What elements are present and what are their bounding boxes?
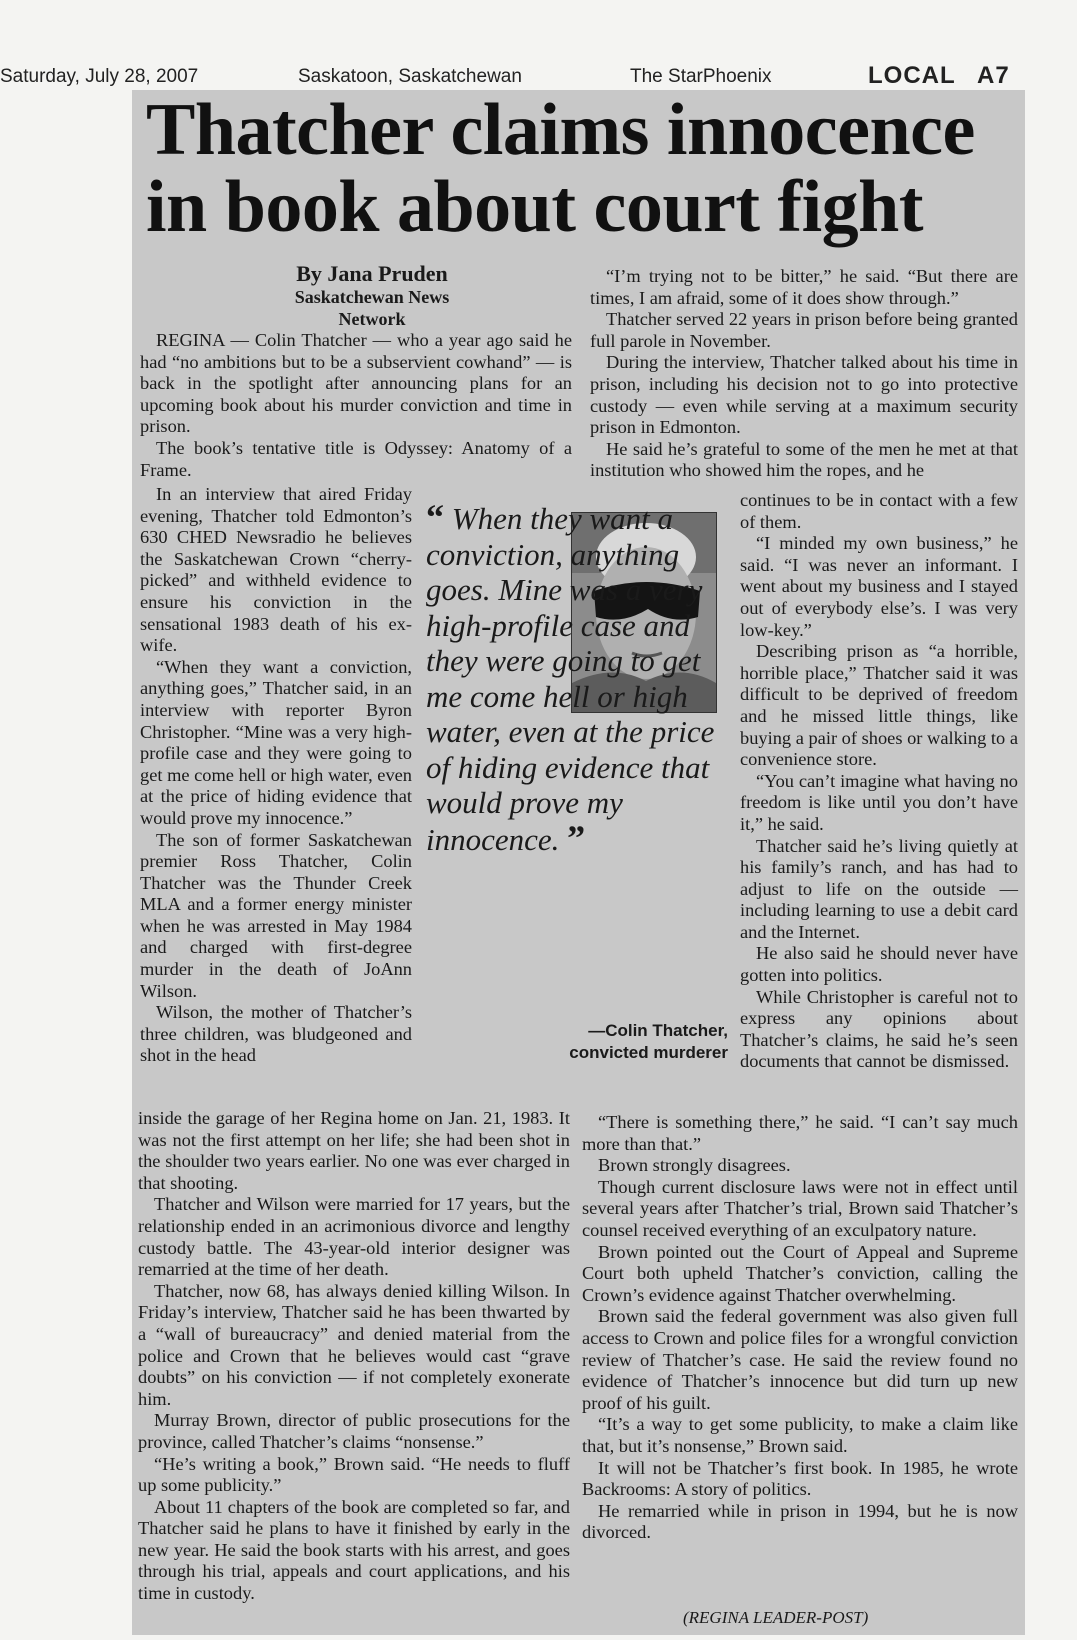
paragraph: Describing prison as “a horrible, horrible place,” Thatcher said it was difficult to be deprived of freedom and he missed little things, like buying a pair of shoes or walking to a convenience store. <box>740 641 1018 770</box>
pull-quote-text: When they want a conviction, anything goes. Mine was a very high-profile case and they were going to get me come hell or high water, even at the price of hiding evidence that would prove my innocence. <box>426 501 715 857</box>
paragraph: While Christopher is careful not to express any opinions about Thatcher’s claims, he said he’s seen documents that cannot be dismissed. <box>740 986 1018 1072</box>
byline-organization: Saskatchewan News Network <box>294 287 450 329</box>
article-column-1-bottom <box>138 1108 570 1605</box>
close-quote-mark: ” <box>567 817 586 858</box>
paragraph: Thatcher served 22 years in prison before being granted full parole in November. <box>590 309 1018 351</box>
paragraph: Murray Brown, director of public prosecutions for the province, called Thatcher’s claims “nonsense.” <box>138 1410 570 1452</box>
open-quote-mark: “ <box>426 497 444 537</box>
paragraph: It will not be Thatcher’s first book. In 1985, he wrote Backrooms: A story of politics. <box>582 1457 1018 1500</box>
paragraph: continues to be in contact with a few of them. <box>740 490 1018 532</box>
folio-paper: The StarPhoenix <box>630 66 772 87</box>
article-column-3 <box>740 490 1018 1073</box>
paragraph: In an interview that aired Friday evening, Thatcher told Edmonton’s 630 CHED Newsradio he believes the Saskatchewan Crown “cherry-picked” and withheld evidence to ensure his conviction in the sensational 1983 death of his ex-wife. <box>140 484 412 656</box>
attribution-name: —Colin Thatcher, <box>588 1021 728 1040</box>
paragraph: He remarried while in prison in 1994, but he is now divorced. <box>582 1500 1018 1543</box>
article-column-2-bottom <box>582 1112 1018 1544</box>
paragraph: “He’s writing a book,” Brown said. “He needs to fluff up some publicity.” <box>138 1453 570 1496</box>
paragraph: Brown strongly disagrees. <box>598 1155 791 1176</box>
paragraph: “It’s a way to get some publicity, to make a claim like that, but it’s nonsense,” Brown said. <box>582 1414 1018 1456</box>
paragraph: Brown said the federal government was also given full access to Crown and police files for a wrongful conviction review of Thatcher’s case. He said the review found no evidence of Thatcher’s innocence but did turn up new proof of his guilt. <box>582 1306 1018 1413</box>
paragraph: The son of former Saskatchewan premier Ross Thatcher, Colin Thatcher was the Thunder Creek MLA and a former energy minister when he was arrested in May 1984 and charged with first-degree murder in the death of JoAnn Wilson. <box>140 829 412 1001</box>
paragraph: Wilson, the mother of Thatcher’s three children, was bludgeoned and shot in the head <box>140 1002 412 1066</box>
folio-place: Saskatoon, Saskatchewan <box>298 66 522 87</box>
paragraph: Brown pointed out the Court of Appeal and Supreme Court both upheld Thatcher’s conviction, calling the Crown’s evidence against Thatcher overwhelming. <box>582 1241 1018 1305</box>
headline-line-1: Thatcher claims innocence <box>146 89 975 171</box>
folio-date: Saturday, July 28, 2007 <box>0 66 199 87</box>
paragraph: Thatcher said he’s living quietly at his family’s ranch, and has had to adjust to life on the outside — including learning to use a debit card and the Internet. <box>740 835 1018 942</box>
paragraph: Thatcher and Wilson were married for 17 years, but the relationship ended in an acrimonious divorce and lengthy custody battle. The 43-year-old interior designer was remarried at the time of her death. <box>138 1194 570 1280</box>
paragraph: Though current disclosure laws were not in effect until several years after Thatcher’s trial, Brown said Thatcher’s counsel received everything of an exculpatory nature. <box>582 1176 1018 1240</box>
pull-quote <box>426 497 736 858</box>
paragraph: Thatcher, now 68, has always denied killing Wilson. In Friday’s interview, Thatcher said he has been thwarted by a “wall of bureaucracy” and denied material from the police and Crown that he believes would cast “grave doubts” on his conviction — if not completely exonerate him. <box>138 1280 570 1409</box>
article-column-1-top <box>140 330 572 481</box>
paragraph: “I’m trying not to be bitter,” he said. “But there are times, I am afraid, some of it does show through.” <box>590 266 1018 308</box>
paragraph: He said he’s grateful to some of the men he met at that institution who showed him the ropes, and he <box>590 438 1018 481</box>
paragraph: About 11 chapters of the book are completed so far, and Thatcher said he plans to have it finished by early in the new year. He said the book starts with his arrest, and goes through his trial, appeals and court applications, and his time in custody. <box>138 1496 570 1604</box>
article-column-2-top <box>590 266 1018 482</box>
folio-section: LOCAL <box>868 62 956 89</box>
folio-page: A7 <box>977 62 1010 89</box>
paragraph: During the interview, Thatcher talked about his time in prison, including his decision not to go into protective custody — even while serving at a maximum security prison in Edmonton. <box>590 352 1018 438</box>
byline-author: By Jana Pruden <box>296 261 448 286</box>
source-credit: (REGINA LEADER-POST) <box>683 1608 869 1627</box>
byline <box>262 262 482 330</box>
headline <box>146 89 1026 248</box>
paragraph: “I minded my own business,” he said. “I was never an informant. I went about my business and I stayed out of everybody else’s. I was very low-key.” <box>740 533 1018 640</box>
pull-quote-attribution <box>500 1020 728 1064</box>
paragraph: REGINA — Colin Thatcher — who a year ago said he had “no ambitions but to be a subservient cowhand” — is back in the spotlight after announcing plans for an upcoming book about his murder conviction and time in prison. <box>140 330 572 437</box>
paragraph: He also said he should never have gotten into politics. <box>740 943 1018 986</box>
paragraph: The book’s tentative title is Odyssey: Anatomy of a Frame. <box>140 437 572 480</box>
paragraph: inside the garage of her Regina home on Jan. 21, 1983. It was not the first attempt on her life; she had been shot in the shoulder two years earlier. No one was ever charged in that shooting. <box>138 1108 570 1193</box>
article-column-1-narrow <box>140 484 412 1067</box>
paragraph: “You can’t imagine what having no freedom is like until you don’t have it,” he said. <box>740 770 1018 834</box>
attribution-role: convicted murderer <box>569 1043 728 1062</box>
paragraph: “There is something there,” he said. “I can’t say much more than that.” <box>582 1112 1018 1154</box>
headline-line-2: in book about court fight <box>146 166 923 248</box>
paragraph: “When they want a conviction, anything goes,” Thatcher said, in an interview with reporter Byron Christopher. “Mine was a very high-profile case and they were going to get me come hell or high water, even at the price of hiding evidence that would prove my innocence.” <box>140 656 412 828</box>
